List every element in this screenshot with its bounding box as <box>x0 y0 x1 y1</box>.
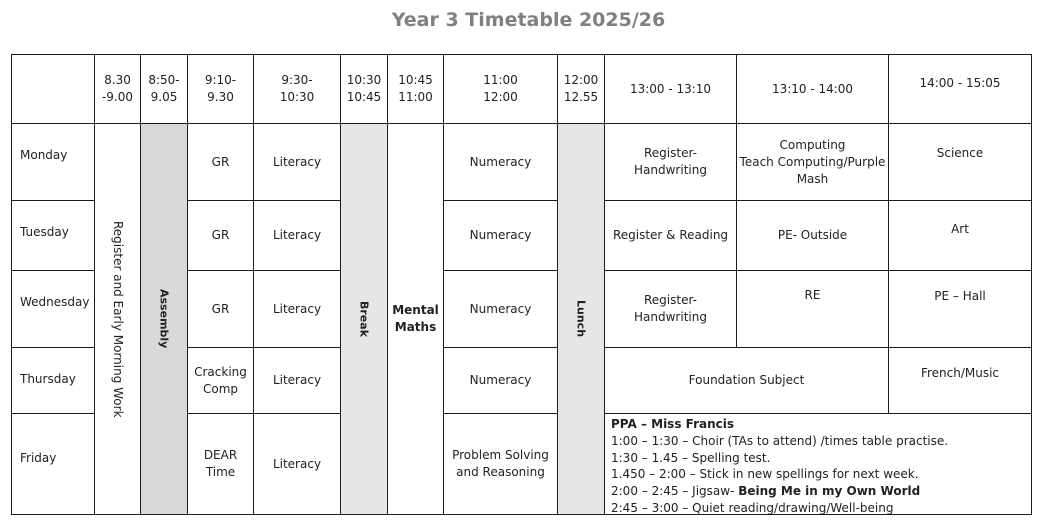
lesson-text: Foundation Subject <box>688 373 805 387</box>
monday-numeracy <box>443 123 558 201</box>
thursday-french-music <box>888 347 1032 414</box>
header-text: 9.30 <box>207 90 234 104</box>
lunch-span <box>557 123 605 515</box>
day-thursday <box>11 347 95 414</box>
header-1030 <box>340 54 388 124</box>
header-text: 8:50- <box>148 73 180 87</box>
lesson-text: Numeracy <box>469 373 532 387</box>
day-friday <box>11 413 95 515</box>
monday-science <box>888 123 1032 201</box>
lesson-text: Mash <box>796 171 829 186</box>
lesson-text: Comp <box>202 381 239 396</box>
wednesday-register <box>604 270 737 348</box>
day-label: Thursday <box>20 372 76 386</box>
ppa-line: 1:30 – 1.45 – Spelling test. <box>611 450 771 465</box>
header-1300 <box>604 54 737 124</box>
header-text: 10:45 <box>398 73 433 87</box>
thursday-numeracy <box>443 347 558 414</box>
header-0930 <box>253 54 341 124</box>
lesson-text: Numeracy <box>469 228 532 242</box>
header-1400 <box>888 54 1032 124</box>
header-0910 <box>187 54 254 124</box>
lesson-text: and Reasoning <box>456 465 545 479</box>
lesson-text: Time <box>205 465 236 479</box>
register-span <box>94 123 141 515</box>
break-span <box>340 123 388 515</box>
monday-literacy <box>253 123 341 201</box>
header-text: 9:10- <box>204 73 237 87</box>
header-0830 <box>94 54 141 124</box>
lesson-text: Art <box>951 222 969 236</box>
lesson-text: PE- Outside <box>777 228 848 242</box>
lesson-text: Handwriting <box>634 310 707 324</box>
lesson-text: Literacy <box>272 301 322 316</box>
ppa-jigsaw-prefix: 2:00 – 2:45 – Jigsaw- <box>611 484 739 499</box>
friday-problem-solving <box>443 413 558 515</box>
header-text: 8.30 <box>104 73 131 87</box>
header-text: 13:10 - 14:00 <box>771 81 854 96</box>
tuesday-pe-outside <box>736 200 889 271</box>
mental-maths-label: Mental <box>392 303 439 317</box>
lesson-text: Numeracy <box>469 154 532 169</box>
tuesday-literacy <box>253 200 341 271</box>
day-label: Tuesday <box>20 225 69 239</box>
tuesday-gr <box>187 200 254 271</box>
friday-ppa-block <box>604 413 1032 515</box>
tuesday-register-reading <box>604 200 737 271</box>
day-monday <box>11 123 95 201</box>
monday-register <box>604 123 737 201</box>
lesson-text: Literacy <box>272 456 322 471</box>
thursday-literacy <box>253 347 341 414</box>
assembly-span <box>140 123 188 515</box>
header-1100 <box>443 54 558 124</box>
header-text: 11:00 <box>483 73 518 87</box>
header-corner <box>11 54 95 124</box>
thursday-cracking-comp <box>187 347 254 414</box>
monday-computing <box>736 123 889 201</box>
timetable-grid <box>11 54 1032 515</box>
header-text: 11:00 <box>398 90 433 104</box>
lesson-text: Numeracy <box>469 301 532 316</box>
lesson-text: Register- <box>644 293 697 307</box>
wednesday-pe-hall <box>888 270 1032 348</box>
lesson-text: DEAR <box>203 448 238 462</box>
tuesday-numeracy <box>443 200 558 271</box>
assembly-label: Assembly <box>157 289 171 349</box>
day-label: Monday <box>20 148 68 162</box>
header-1310 <box>736 54 889 124</box>
wednesday-literacy <box>253 270 341 348</box>
mental-maths-span <box>387 123 444 515</box>
ppa-line: 1:00 – 1:30 – Choir (TAs to attend) /times table practise. <box>611 433 949 448</box>
header-text: -9.00 <box>101 90 134 104</box>
ppa-line: 1.450 – 2:00 – Stick in new spellings for next week. <box>611 467 919 482</box>
header-text: 9:30- <box>281 73 313 87</box>
lesson-text: French/Music <box>920 366 1000 380</box>
lesson-text: Cracking <box>194 364 247 379</box>
header-1045 <box>387 54 444 124</box>
ppa-line-jigsaw <box>611 483 948 500</box>
tuesday-art <box>888 200 1032 271</box>
lesson-text: Science <box>936 146 984 160</box>
page-title: Year 3 Timetable 2025/26 <box>391 9 666 31</box>
wednesday-gr <box>187 270 254 348</box>
lesson-text: RE <box>804 288 821 302</box>
header-text: 9.05 <box>150 90 178 104</box>
lesson-text: GR <box>211 154 230 169</box>
ppa-heading: PPA – Miss Francis <box>611 417 735 431</box>
friday-literacy <box>253 413 341 515</box>
lesson-text: PE – Hall <box>934 289 986 303</box>
lesson-text: Literacy <box>272 373 322 387</box>
thursday-foundation <box>604 347 889 414</box>
header-text: 12:00 <box>483 90 518 104</box>
lunch-label: Lunch <box>574 300 588 338</box>
lesson-text: Teach Computing/Purple <box>739 154 886 169</box>
lesson-text: Handwriting <box>634 163 707 177</box>
wednesday-re <box>736 270 889 348</box>
header-0850 <box>140 54 188 124</box>
lesson-text: Literacy <box>272 154 322 169</box>
day-wednesday <box>11 270 95 348</box>
ppa-line: 2:45 – 3:00 – Quiet reading/drawing/Well-being <box>611 500 894 515</box>
lesson-text: Computing <box>779 137 846 152</box>
register-label: Register and Early Morning Work <box>111 220 125 418</box>
header-text: 12:00 <box>563 73 599 87</box>
day-tuesday <box>11 200 95 271</box>
header-text: 12.55 <box>563 90 599 104</box>
lesson-text: Register & Reading <box>612 228 729 242</box>
friday-dear-time <box>187 413 254 515</box>
day-label: Friday <box>20 451 57 465</box>
lesson-text: Literacy <box>272 228 322 242</box>
lesson-text: GR <box>211 301 230 316</box>
lesson-text: Problem Solving <box>452 448 549 462</box>
header-text: 10:30 <box>346 73 382 87</box>
header-text: 13:00 - 13:10 <box>629 81 712 96</box>
header-1200 <box>557 54 605 124</box>
wednesday-numeracy <box>443 270 558 348</box>
header-text: 14:00 - 15:05 <box>919 76 1001 90</box>
lesson-text: Register- <box>644 146 697 160</box>
header-text: 10:30 <box>279 90 315 104</box>
header-text: 10:45 <box>346 90 382 104</box>
ppa-jigsaw-theme: Being Me in my Own World <box>738 484 921 499</box>
break-label: Break <box>357 300 371 337</box>
day-label: Wednesday <box>20 295 90 309</box>
lesson-text: GR <box>211 228 230 242</box>
mental-maths-label: Maths <box>394 320 437 334</box>
monday-gr <box>187 123 254 201</box>
